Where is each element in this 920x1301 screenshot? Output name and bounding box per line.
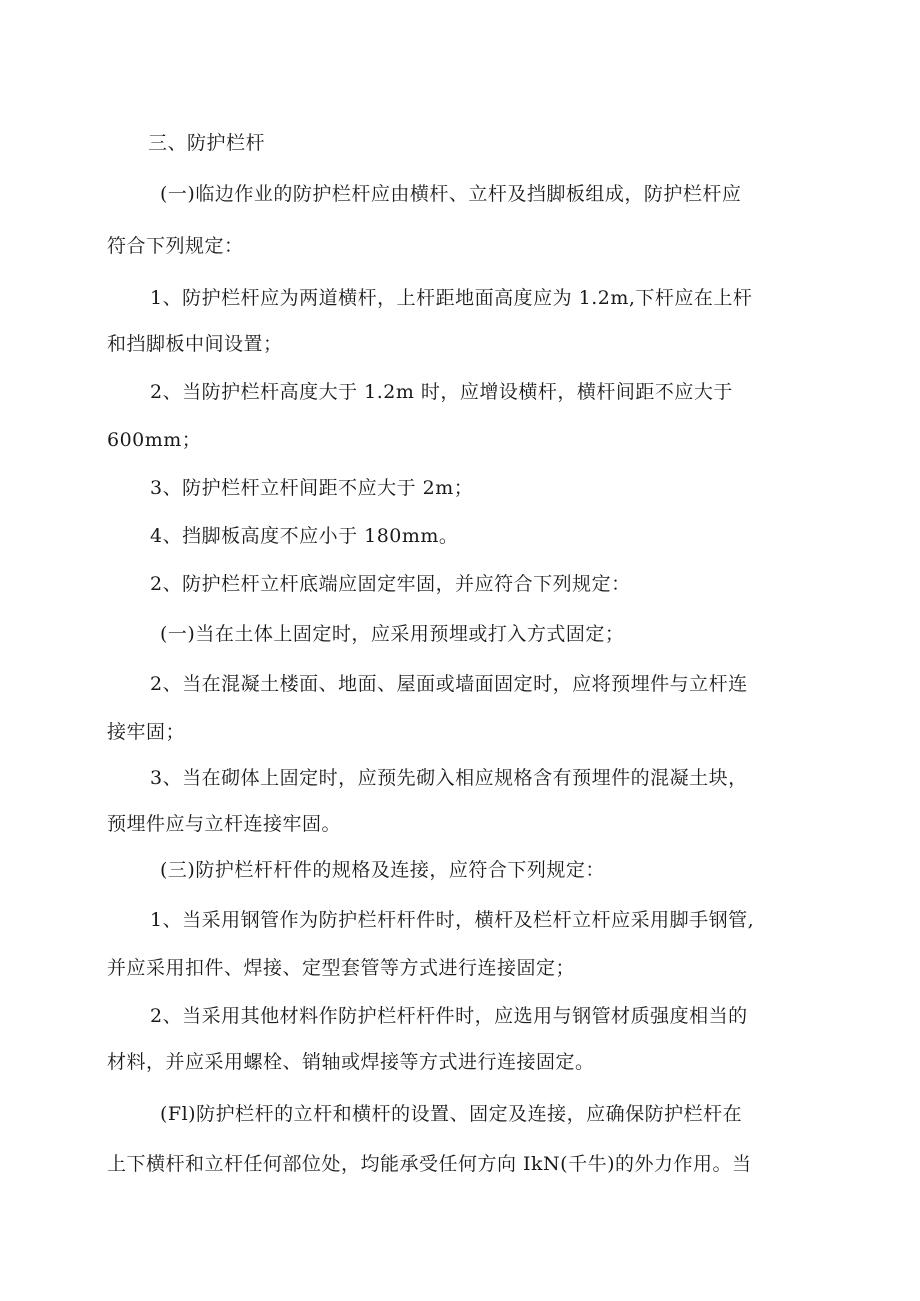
paragraph-line: (三)防护栏杆杆件的规格及连接，应符合下列规定： <box>160 859 605 881</box>
paragraph-line: 3、防护栏杆立杆间距不应大于 2m； <box>150 477 474 499</box>
paragraph-line: 并应采用扣件、焊接、定型套管等方式进行连接固定； <box>107 957 576 979</box>
paragraph-line: 材料，并应采用螺栓、销轴或焊接等方式进行连接固定。 <box>107 1051 595 1073</box>
paragraph-line: (一)临边作业的防护栏杆应由横杆、立杆及挡脚板组成，防护栏杆应 <box>160 183 742 205</box>
paragraph-line: 2、当采用其他材料作防护栏杆杆件时，应选用与钢管材质强度相当的 <box>150 1005 748 1027</box>
paragraph-line: (Fl)防护栏杆的立杆和横杆的设置、固定及连接，应确保防护栏杆在 <box>160 1103 743 1125</box>
paragraph-line: 1、当采用钢管作为防护栏杆杆件时，横杆及栏杆立杆应采用脚手钢管, <box>150 909 755 931</box>
paragraph-line: (一)当在土体上固定时，应采用预埋或打入方式固定； <box>160 623 625 645</box>
paragraph-line: 1、防护栏杆应为两道横杆，上杆距地面高度应为 1.2m,下杆应在上杆 <box>150 287 753 309</box>
paragraph-line: 符合下列规定： <box>107 235 244 257</box>
paragraph-line: 预埋件应与立杆连接牢固。 <box>107 813 342 835</box>
paragraph-line: 接牢固； <box>107 721 186 743</box>
paragraph-line: 2、当在混凝土楼面、地面、屋面或墙面固定时，应将预埋件与立杆连 <box>150 673 748 695</box>
paragraph-line: 4、挡脚板高度不应小于 180mm。 <box>150 525 459 547</box>
paragraph-line: 和挡脚板中间设置； <box>107 333 283 355</box>
paragraph-line: 600mm； <box>107 429 202 451</box>
paragraph-line: 2、当防护栏杆高度大于 1.2m 时，应增设横杆，横杆间距不应大于 <box>150 381 733 403</box>
paragraph-line: 2、防护栏杆立杆底端应固定牢固，并应符合下列规定： <box>150 573 631 595</box>
paragraph-line: 上下横杆和立杆任何部位处，均能承受任何方向 IkN(千牛)的外力作用。当 <box>107 1153 752 1175</box>
section-heading: 三、防护栏杆 <box>148 132 266 154</box>
paragraph-line: 3、当在砌体上固定时，应预先砌入相应规格含有预埋件的混凝土块， <box>150 767 748 789</box>
